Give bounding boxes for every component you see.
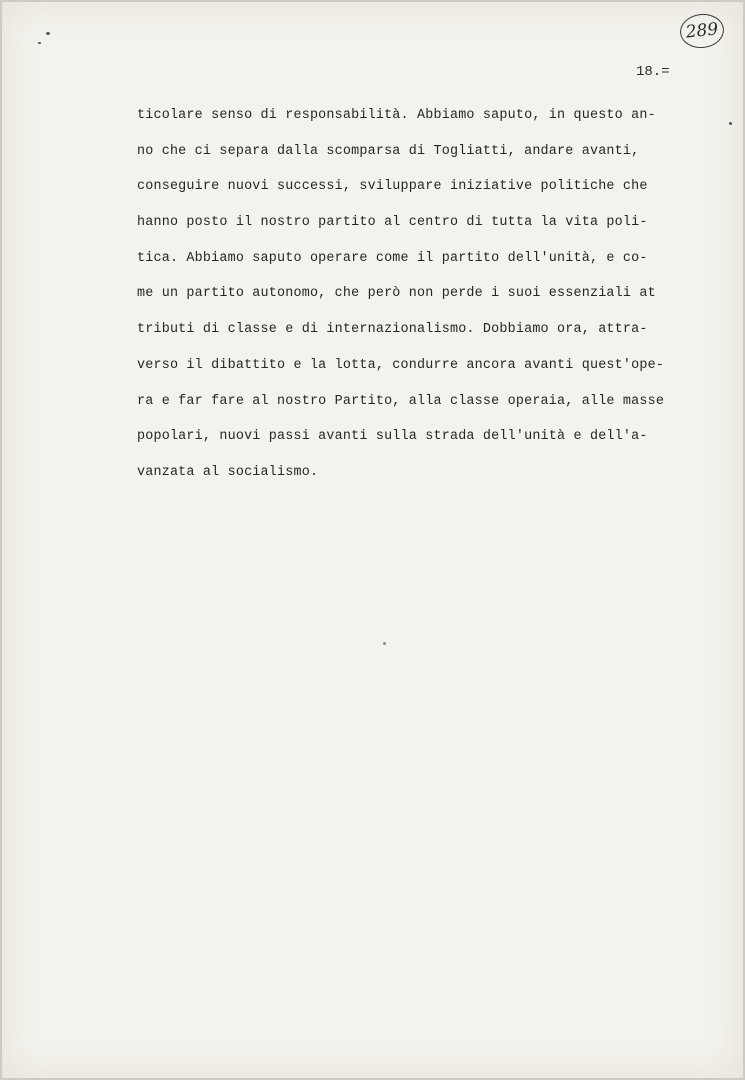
text-line: tica. Abbiamo saputo operare come il partito dell'unità, e co- xyxy=(137,250,648,266)
body-text xyxy=(137,106,664,499)
page-number: 18.= xyxy=(636,64,670,80)
text-line: no che ci separa dalla scomparsa di Togliatti, andare avanti, xyxy=(137,143,640,159)
text-line: vanzata al socialismo. xyxy=(137,464,319,480)
ink-speck xyxy=(46,32,50,35)
ink-speck xyxy=(729,122,732,125)
text-line: ticolare senso di responsabilità. Abbiamo saputo, in questo an- xyxy=(137,108,656,123)
text-line: verso il dibattito e la lotta, condurre ancora avanti quest'ope- xyxy=(137,357,665,373)
text-line: popolari, nuovi passi avanti sulla strada dell'unità e dell'a- xyxy=(137,429,648,445)
text-line: tributi di classe e di internazionalismo. Dobbiamo ora, attra- xyxy=(137,322,648,338)
text-line: hanno posto il nostro partito al centro di tutta la vita poli- xyxy=(137,215,648,231)
archive-stamp-number: 289 xyxy=(678,12,725,50)
ink-speck xyxy=(383,642,386,645)
text-line: conseguire nuovi successi, sviluppare iniziative politiche che xyxy=(137,179,648,195)
ink-speck xyxy=(38,42,41,44)
text-line: ra e far fare al nostro Partito, alla classe operaia, alle masse xyxy=(137,393,665,409)
text-line: me un partito autonomo, che però non perde i suoi essenziali at xyxy=(137,286,656,302)
